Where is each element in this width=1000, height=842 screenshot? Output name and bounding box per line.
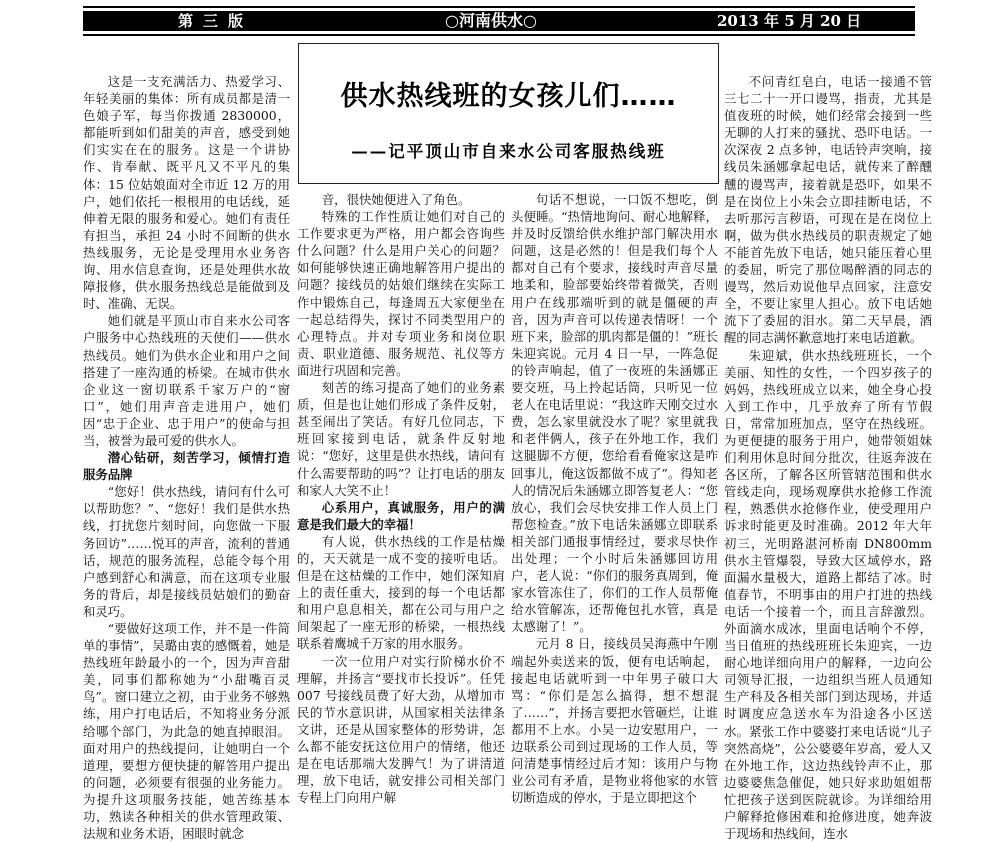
body-paragraph: 句话不想说，一口饭不想吃，倒头便睡。“热情地询问、耐心地解释，并及时反馈给供水维护部门解决用水问题，这是必然的！但是我们每个人都对自己有个要求，接线时声音尽量地柔和，脸部要始终带着微笑，否则用户在线那端听到的就是僵硬的声音，因为声音可以传递表情呀！一个班下来，脸部的肌肉都是僵的！”班长朱迎宾说。元月 4 日一早，一阵急促的铃声响起，值了一夜班的朱涵娜正要交班，马上拎起话筒，只听见一位老人在电话里说：“我这昨天刚交过水费，怎么家里就没水了呢？家里就我和老伴俩人，孩子在外地工作，我们这腿脚不方便，您给看看俺家这是咋回事儿，俺这饭都做不成了”。得知老人的情况后朱涵娜立即答复老人：“您放心，我们会尽快安排工作人员上门帮您检查。”放下电话朱涵娜立即联系相关部门通报事情经过，要求尽快作出处理；一个小时后朱涵娜回访用户，老人说：“你们的服务真周到，俺家水管冻住了，你们的工作人员帮俺给水管解冻，还帮俺包扎水管，真是太感谢了！”。 <box>511 191 718 635</box>
masthead <box>83 6 915 36</box>
body-paragraph: 这是一支充满活力、热爱学习、年轻美丽的集体：所有成员都是清一色娘子军，每当你拨通 2830000，都能听到如们甜美的声音，感受到她们实实在在的服务。这是一个讲协作、肯奉献、既平凡又不平凡的集体：15 位姑娘面对全市近 12 万的用户，她们依托一根根用的电话线，延伸着无限的服务和爱心。她们有责任有担当，承担 24 小时不间断的供水热线服务，无论是受理用水业务咨询、用水信息查询，还是处理供水故障报修，供水服务热线总是能做到及时、准确、无误。 <box>83 73 290 312</box>
section-subheading: 潜心钻研，刻苦学习，倾情打造服务品牌 <box>83 449 290 483</box>
paper-name: ○河南供水○ <box>445 11 537 31</box>
masthead-bar <box>83 11 915 31</box>
body-paragraph: 特殊的工作性质让她们对自己的工作要求更为严格，用户都会咨询些什么问题？什么是用户关心的问题？如何能够快速正确地解答用户提出的问题？接线员的姑娘们继续在实际工作中锻炼自己，每逢周五大家便坐在一起总结得失，探讨不同类型用户的心理特点。并对专项业务和岗位职责、职业道德、服务规范、礼仪等方面进行巩固和完善。 <box>297 208 505 379</box>
body-paragraph: 元月 8 日，接线员吴海燕中午刚端起外卖送来的饭，便有电话响起，接起电话就听到一中年男子破口大骂：“你们是怎么搞得，想不想混了……”，并扬言要把水管砸烂，让谁都用不上水。小吴一边安慰用户，一边联系公司到过现场的工作人员，等问清楚事情经过后才知：该用户与物业公司有矛盾，是物业将他家的水管切断造成的停水，于是立即把这个 <box>511 635 718 806</box>
text-column-2 <box>297 191 505 806</box>
body-paragraph: “要做好这项工作，并不是一件简单的事情”，吴璐由衷的感慨着，她是热线班年龄最小的一个，因为声音甜美，同事们都称她为“小甜嘴百灵鸟”。窗口建立之初，由于业务不够熟练，用户打电话后，不知将业务分派给哪个部门，为此急的她直掉眼泪。面对用户的热线提问，让她明白一个道理，要想方便快捷的解答用户提出的问题，必须要有很强的业务能力。为提升这项服务技能，她苦练基本功，熟读各种相关的供水管理政策、法规和业务术语，困眼时就念 <box>83 620 290 842</box>
body-paragraph: 一次一位用户对实行阶梯水价不理解，并扬言“要找市长投诉”。任凭 007 号接线员费了好大劲，从增加市民的节水意识讲，从国家相关法律条文讲，还是从国家整体的形势讲，怎么都不能安抚这位用户的情绪，他还是在电话那端大发脾气！为了讲清道理，放下电话，就安排公司相关部门专程上门向用户解 <box>297 653 505 807</box>
section-label: 第三版 <box>178 11 253 31</box>
issue-date: 2013 年 5 月 20 日 <box>717 11 861 31</box>
body-paragraph: 她们就是平顶山市自来水公司客户服务中心热线班的天使们——供水热线员。她们为供水企业和用户之间搭建了一座沟通的桥梁。在城市供水企业这一窗切联系千家万户的“窗口”，她们用声音走进用户，她们因“忠于企业、忠于用户”的使命与担当，被誉为最可爱的供水人。 <box>83 312 290 449</box>
text-column-3 <box>511 191 718 806</box>
section-subheading: 心系用户，真诚服务，用户的满意是我们最大的幸福！ <box>297 499 505 533</box>
body-paragraph: 朱迎斌，供水热线班班长，一个美丽、知性的女性，一个四岁孩子的妈妈，热线班成立以来，她全身心投入到工作中，几乎放弃了所有节假日，常常加班加点，坚守在热线班。为更便捷的服务于用户，她带领姐妹们利用休息时间分批次，往返奔波在各区所，了解各区所管辖范围和供水管线走向，现场观摩供水抢修工作流程，熟悉供水抢修作业，使受理用户诉求时能更及时准确。2012 年大年初三，光明路湛河桥南 DN800mm 供水主管爆裂，导致大区域停水，路面漏水量极大，道路上都结了冰。时值春节，不明事由的用户打进的热线电话一个接着一个，而且言辞激烈。外面滴水成冰，里面电话响个不停，当日值班的热线班班长朱迎宾，一边耐心地详细向用户的解释，一边向公司领导汇报，一边组织当班人员通知生产科及各相关部门到达现场，并适时调度应急送水车为沿途各小区送水。紧张工作中婆婆打来电话说“儿子突然高烧”，公公婆婆年岁高，爱人又在外地工作，这边热线铃声不止，那边婆婆焦急催促，她只好求助姐姐帮忙把孩子送到医院就诊。为详细给用户解释抢修困难和抢修进度，她奔波于现场和热线间，连水 <box>724 347 932 842</box>
body-paragraph: 音，很快她便进入了角色。 <box>297 191 505 208</box>
article-subtitle: ——记平顶山市自来水公司客服热线班 <box>299 138 718 162</box>
body-paragraph: 有人说，供水热线的工作是枯燥的，天天就是一成不变的接听电话。但是在这枯燥的工作中，她们深知肩上的责任重大，接到的每一个电话都和用户息息相关，都在公司与用户之间架起了一座无形的桥梁，一根热线联系着鹰城千万家的用水服务。 <box>297 533 505 653</box>
text-column-4 <box>724 73 932 842</box>
text-column-1 <box>83 73 290 842</box>
body-paragraph: 不问青红皂白，电话一接通不管三七二十一开口谩骂，指责，尤其是值夜班的时候，她们经常会接到一些无聊的人打来的骚扰、恐吓电话。一次深夜 2 点多钟，电话铃声突响，接线员朱涵娜拿起电话，就传来了醉醺醺的谩骂声，接着就是恐吓，如果不是在岗位上小朱会立即挂断电话，不去听那污言秽语，可现在是在岗位上啊，做为供水热线员的职责规定了她不能首先放下电话，她只能压着心里的委屈，听完了那位喝醉酒的同志的谩骂，然后劝说他早点回家，注意安全，不要让家里人担心。放下电话她流下了委屈的泪水。第二天早晨，酒醒的同志满怀歉意地打来电话道歉。 <box>724 73 932 347</box>
body-paragraph: 刻苦的练习提高了她们的业务素质，但是也让她们形成了条件反射，甚至闹出了笑话。有好几位同志，下班回家接到电话，就条件反射地说：“您好，这里是供水热线，请问有什么需要帮助的吗”？让打电话的朋友和家人大笑不止！ <box>297 379 505 499</box>
body-paragraph: “您好！供水热线，请问有什么可以帮助您？”、“您好！我们是供水热线，打扰您片刻时间，向您做一下服务回访”……悦耳的声音，流利的普通话，规范的服务流程，总能令每个用户感到舒心和满意，而在这项专业服务的背后，却是接线员姑娘们的勤奋和灵巧。 <box>83 483 290 620</box>
article-title-box <box>298 43 719 184</box>
article-title: 供水热线班的女孩儿们…… <box>299 74 718 113</box>
